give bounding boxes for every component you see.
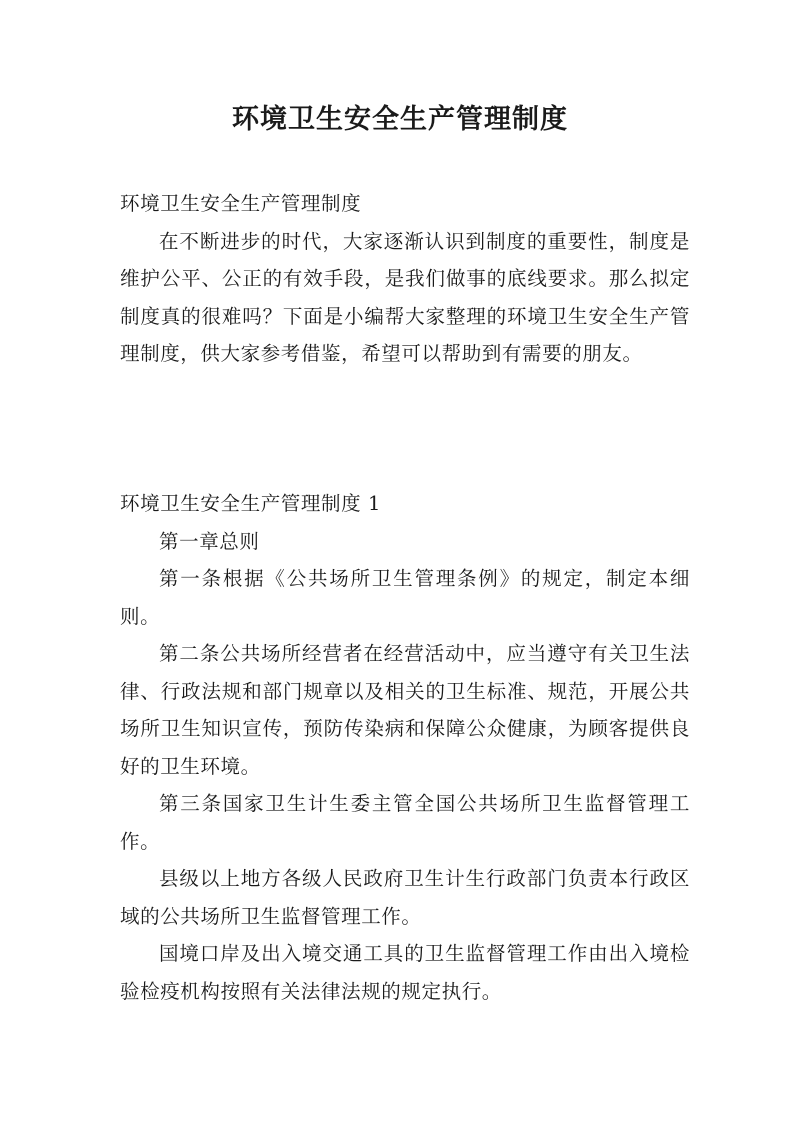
article-paragraph: 第一条根据《公共场所卫生管理条例》的规定，制定本细则。 — [120, 567, 690, 628]
article-paragraph: 县级以上地方各级人民政府卫生计生行政部门负责本行政区域的公共场所卫生监督管理工作。 — [120, 867, 690, 928]
section-1-heading: 环境卫生安全生产管理制度 1 — [120, 492, 382, 515]
section-1 — [120, 485, 690, 1010]
intro-paragraph: 在不断进步的时代，大家逐渐认识到制度的重要性，制度是维护公平、公正的有效手段，是我们做事的底线要求。那么拟定制度真的很难吗？下面是小编帮大家整理的环境卫生安全生产管理制度，供大家参考借鉴，希望可以帮助到有需要的朋友。 — [120, 229, 690, 365]
chapter-heading: 第一章总则 — [159, 529, 260, 553]
intro-heading: 环境卫生安全生产管理制度 — [120, 192, 362, 215]
document-title: 环境卫生安全生产管理制度 — [232, 104, 568, 135]
intro-section — [120, 185, 690, 373]
article-paragraph: 国境口岸及出入境交通工具的卫生监督管理工作由出入境检验检疫机构按照有关法律法规的规定执行。 — [120, 942, 690, 1003]
article-paragraph: 第二条公共场所经营者在经营活动中，应当遵守有关卫生法律、行政法规和部门规章以及相关的卫生标准、规范，开展公共场所卫生知识宣传，预防传染病和保障公众健康，为顾客提供良好的卫生环境。 — [120, 642, 690, 778]
article-paragraph: 第三条国家卫生计生委主管全国公共场所卫生监督管理工作。 — [120, 792, 690, 853]
